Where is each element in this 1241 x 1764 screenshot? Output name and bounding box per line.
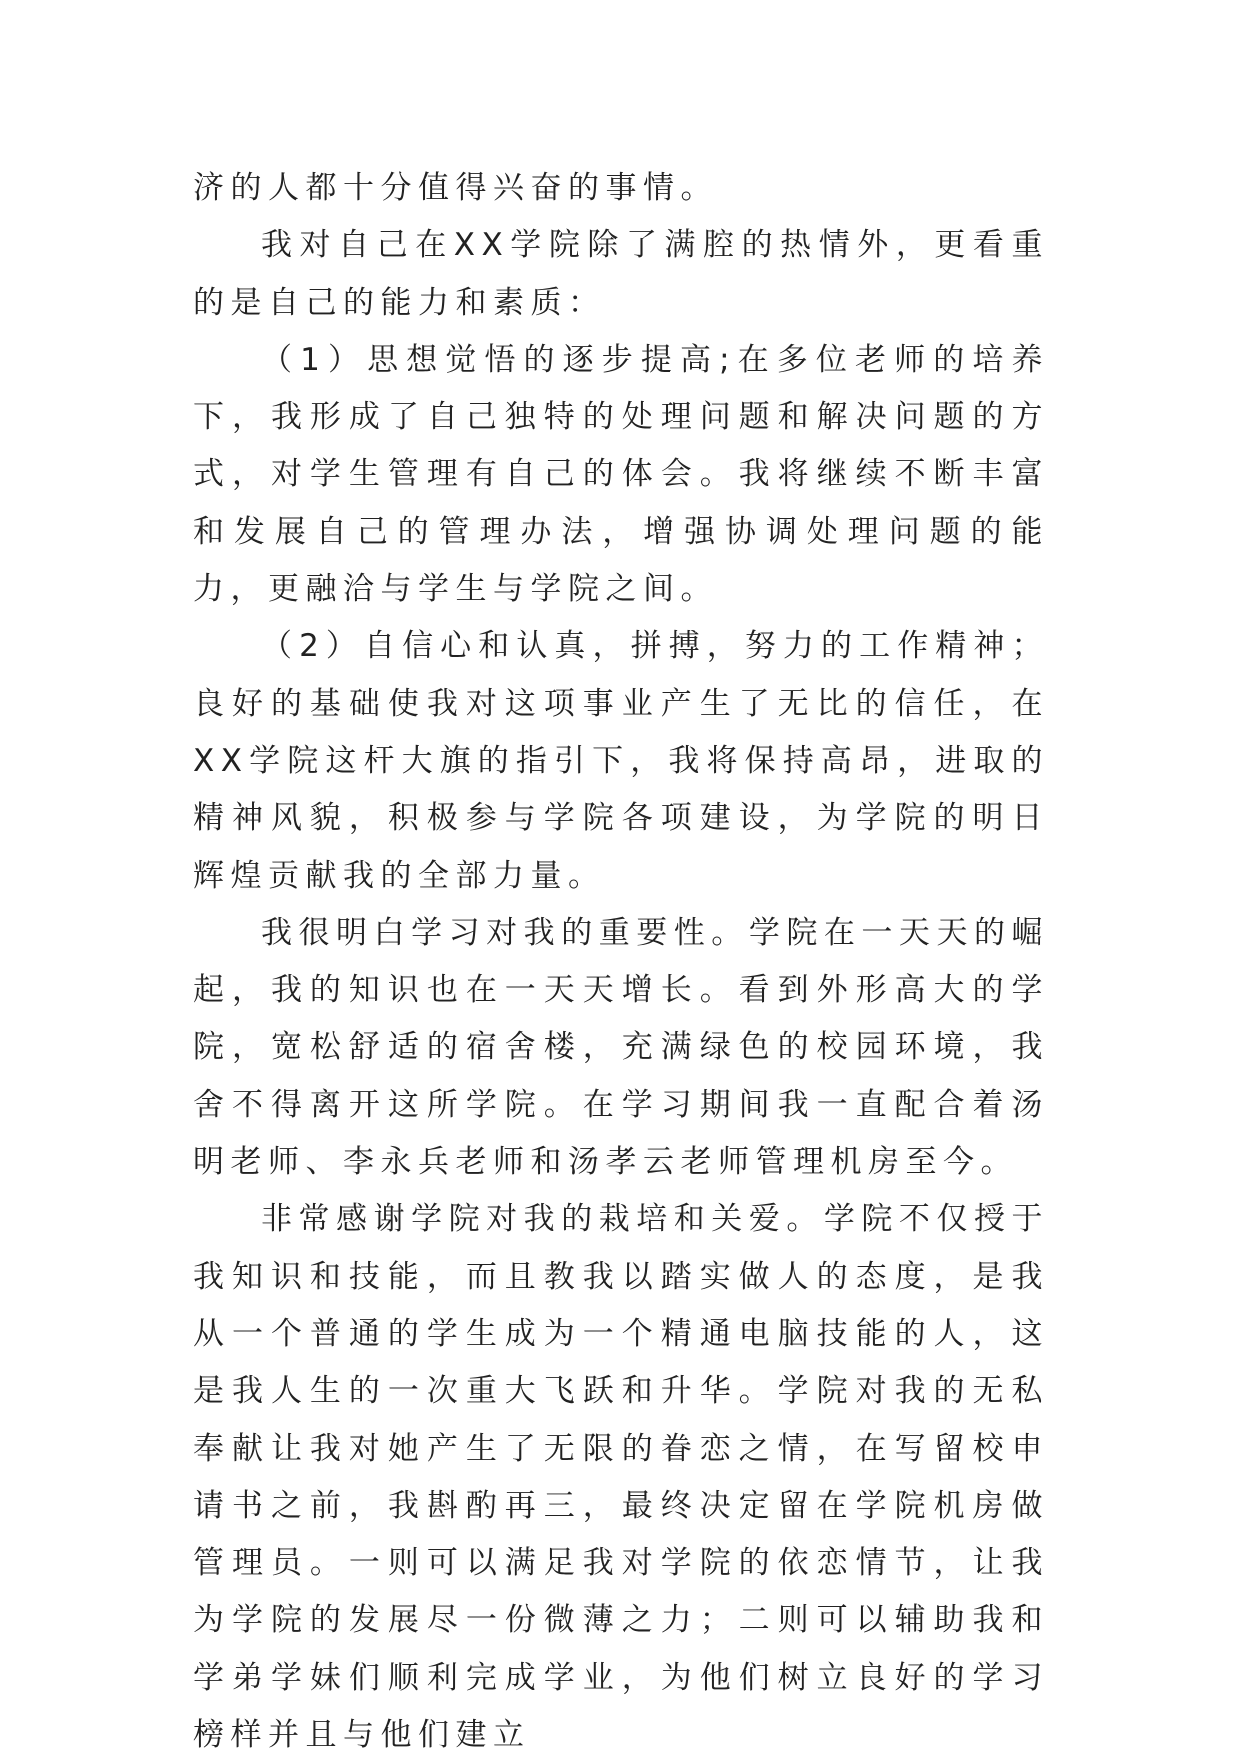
paragraph-continuation: 济的人都十分值得兴奋的事情。 xyxy=(193,170,718,206)
paragraph-abilities-intro: 我对自己在XX学院除了满腔的热情外，更看重的是自己的能力和素质： xyxy=(193,227,1049,321)
paragraph-learning: 我很明白学习对我的重要性。学院在一天天的崛起，我的知识也在一天天增长。看到外形高大的学院，宽松舒适的宿舍楼，充满绿色的校园环境，我舍不得离开这所学院。在学习期间我一直配合着汤明老师、李永兵老师和汤孝云老师管理机房至今。 xyxy=(193,914,1049,1181)
document-body xyxy=(193,160,1049,1764)
paragraph-point-2: （2）自信心和认真，拼搏，努力的工作精神；良好的基础使我对这项事业产生了无比的信任，在XX学院这杆大旗的指引下，我将保持高昂，进取的精神风貌，积极参与学院各项建设，为学院的明日辉煌贡献我的全部力量。 xyxy=(193,628,1049,894)
paragraph-gratitude: 非常感谢学院对我的栽培和关爱。学院不仅授于我知识和技能，而且教我以踏实做人的态度，是我从一个普通的学生成为一个精通电脑技能的人，这是我人生的一次重大飞跃和升华。学院对我的无私奉献让我对她产生了无限的眷恋之情，在写留校申请书之前，我斟酌再三，最终决定留在学院机房做管理员。一则可以满足我对学院的依恋情节，让我为学院的发展尽一份微薄之力；二则可以辅助我和学弟学妹们顺利完成学业，为他们树立良好的学习榜样并且与他们建立 xyxy=(193,1201,1049,1754)
paragraph-point-1: （1）思想觉悟的逐步提高;在多位老师的培养下，我形成了自己独特的处理问题和解决问题的方式，对学生管理有自己的体会。我将继续不断丰富和发展自己的管理办法，增强协调处理问题的能力，更融洽与学生与学院之间。 xyxy=(193,341,1049,608)
